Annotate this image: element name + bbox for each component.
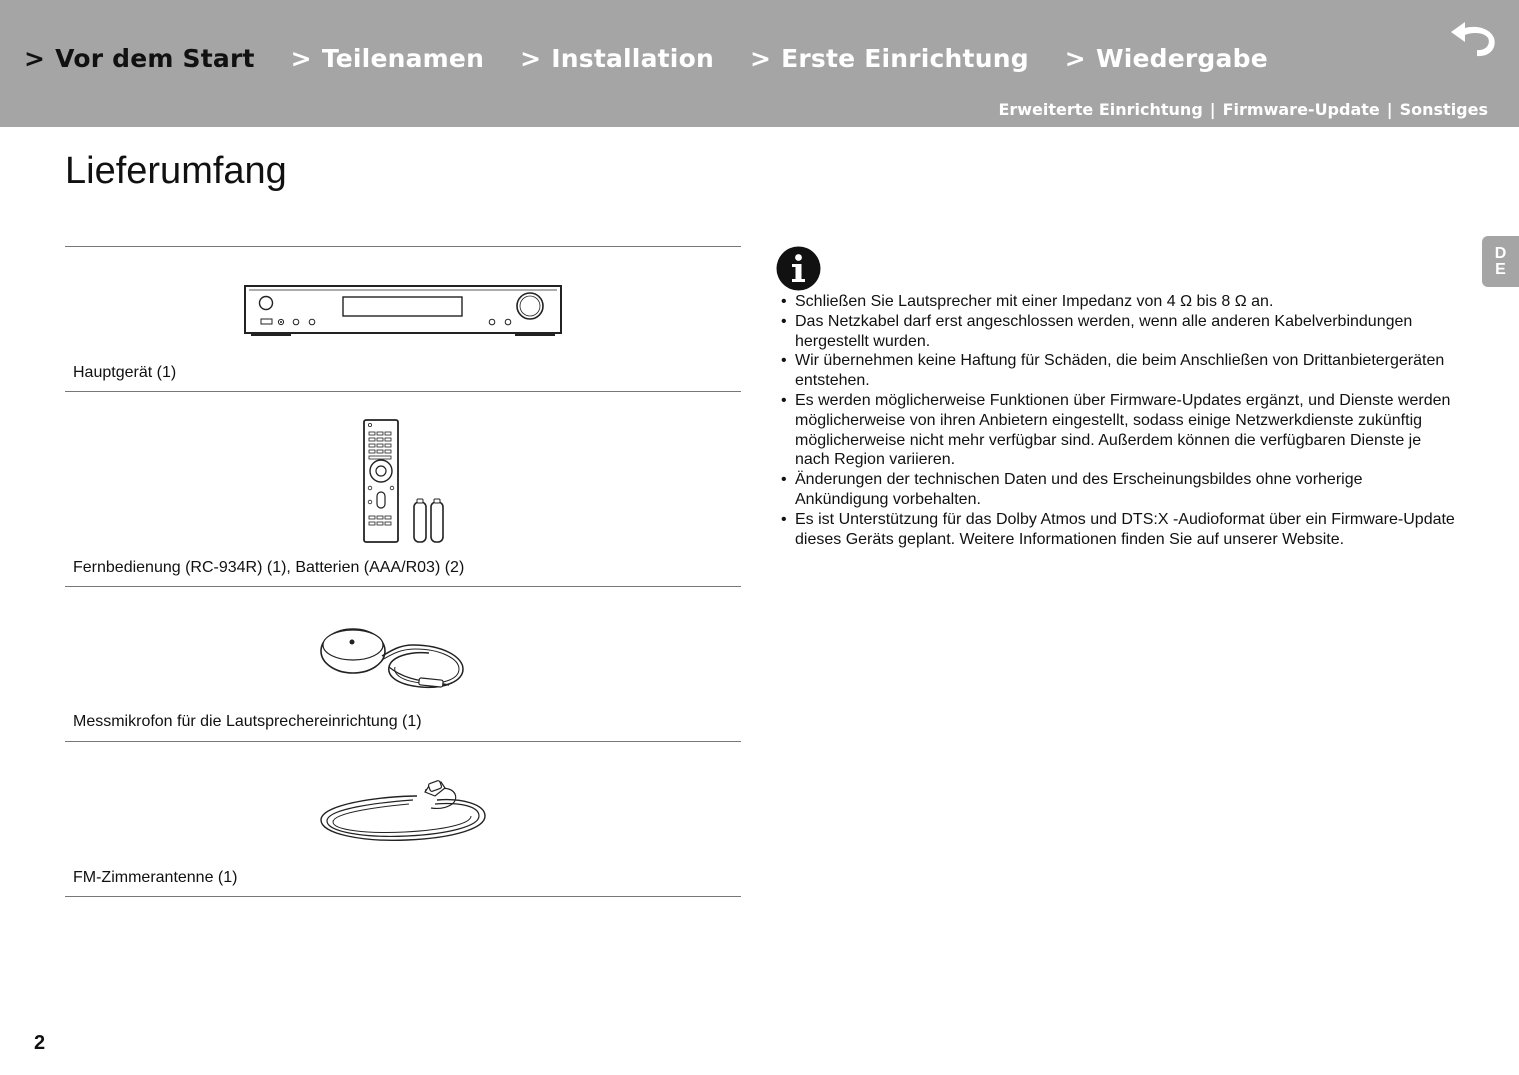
fm-antenna-illustration xyxy=(65,778,741,848)
info-icon xyxy=(776,246,821,291)
sub-nav: Erweiterte Einrichtung | Firmware-Update | Sonstiges xyxy=(998,100,1488,119)
main-nav xyxy=(24,44,1304,73)
nav-item-installation[interactable]: > Installation xyxy=(520,44,714,73)
subnav-firmware-update[interactable]: Firmware-Update xyxy=(1222,100,1380,119)
note-item: • Das Netzkabel darf erst angeschlossen werden, wenn alle anderen Kabelverbindungen hergestellt wurden. xyxy=(776,312,1456,352)
measurement-microphone-illustration xyxy=(65,621,741,693)
notes-list xyxy=(776,292,1456,549)
subnav-erweiterte-einrichtung[interactable]: Erweiterte Einrichtung xyxy=(998,100,1203,119)
list-item xyxy=(65,391,741,586)
item-caption: Hauptgerät (1) xyxy=(73,364,177,381)
list-item xyxy=(65,741,741,897)
page-title: Lieferumfang xyxy=(65,150,287,192)
back-button[interactable] xyxy=(1448,14,1500,58)
nav-item-wiedergabe[interactable]: > Wiedergabe xyxy=(1064,44,1268,73)
contents-list xyxy=(65,246,741,897)
main-unit-illustration xyxy=(65,283,741,339)
item-caption: Messmikrofon für die Lautsprechereinrichtung (1) xyxy=(73,713,422,730)
remote-control-illustration xyxy=(65,416,741,546)
note-item: • Es werden möglicherweise Funktionen über Firmware-Updates ergänzt, und Dienste werden möglicherweise von ihren Anbietern eingestellt, sodass einige Netzwerkdienste zukünftig möglicherweise nicht mehr verfügbar sind. Außerdem können die verfügbaren Dienste je nach Region variieren. xyxy=(776,391,1456,470)
nav-item-teilenamen[interactable]: > Teilenamen xyxy=(290,44,485,73)
item-caption: Fernbedienung (RC-934R) (1), Batterien (AAA/R03) (2) xyxy=(73,559,465,576)
nav-item-vor-dem-start[interactable]: > Vor dem Start xyxy=(24,44,255,73)
list-item xyxy=(65,586,741,741)
note-item: • Änderungen der technischen Daten und des Erscheinungsbildes ohne vorherige Ankündigung vorbehalten. xyxy=(776,470,1456,510)
note-item: • Wir übernehmen keine Haftung für Schäden, die beim Anschließen von Drittanbietergeräten entstehen. xyxy=(776,351,1456,391)
list-item xyxy=(65,246,741,391)
note-item: • Schließen Sie Lautsprecher mit einer Impedanz von 4 Ω bis 8 Ω an. xyxy=(776,292,1456,312)
subnav-sonstiges[interactable]: Sonstiges xyxy=(1399,100,1488,119)
language-tab xyxy=(1482,236,1519,287)
header-bar xyxy=(0,0,1519,127)
item-caption: FM-Zimmerantenne (1) xyxy=(73,869,238,886)
page-number: 2 xyxy=(34,1032,46,1054)
back-arrow-icon xyxy=(1448,14,1500,58)
language-label: DE xyxy=(1494,245,1507,278)
note-item: • Es ist Unterstützung für das Dolby Atmos und DTS:X -Audioformat über ein Firmware-Update dieses Geräts geplant. Weitere Informationen finden Sie auf unserer Website. xyxy=(776,510,1456,550)
nav-item-erste-einrichtung[interactable]: > Erste Einrichtung xyxy=(749,44,1029,73)
